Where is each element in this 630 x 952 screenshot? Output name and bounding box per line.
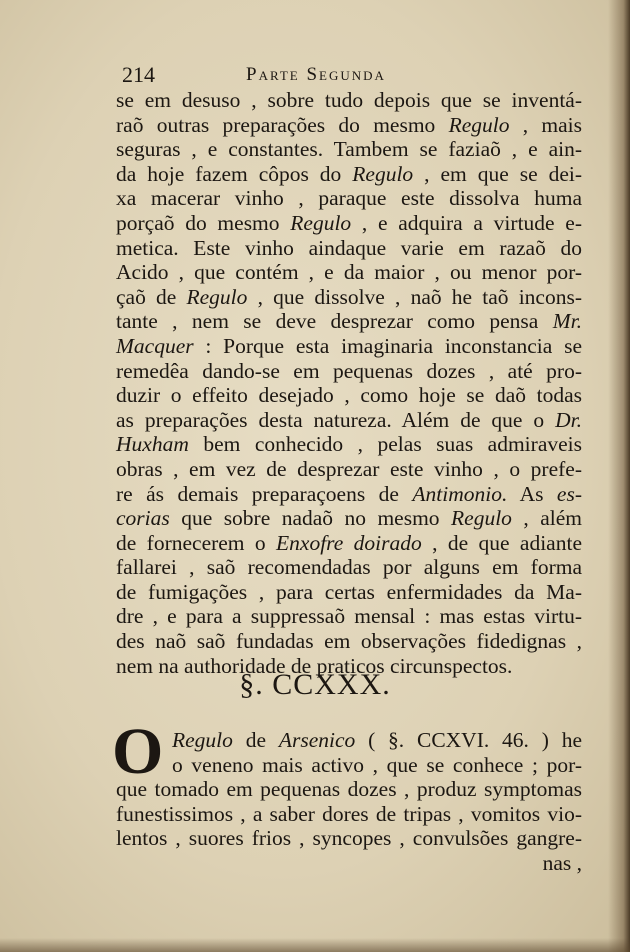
text-line	[116, 186, 582, 211]
page-bottom-shadow	[0, 938, 630, 952]
text-run: As	[507, 481, 557, 506]
text-line	[116, 113, 582, 138]
text-run: que sobre nadaõ no mesmo	[169, 506, 452, 531]
text-run: nas ,	[542, 850, 582, 875]
italic-text: Macquer	[116, 333, 194, 358]
text-line	[116, 580, 582, 605]
section-title: §. CCXXX.	[239, 668, 391, 701]
text-run: , que dissolve , naõ he taõ incons-	[247, 284, 582, 309]
text-run: tante , nem se deve desprezar como pensa	[116, 309, 553, 334]
italic-text: Regulo	[186, 284, 248, 309]
text-line	[116, 629, 582, 654]
text-run: , em que se dei-	[413, 161, 582, 186]
text-run: dre , e para a suppressaõ mensal : mas estas virtu-	[116, 604, 582, 629]
text-run: des naõ saõ fundadas em observações fidedignas ,	[116, 629, 582, 654]
text-run: bem conhecido , pelas suas admiraveis	[188, 432, 582, 457]
italic-text: Huxham	[116, 432, 189, 457]
text-run: nem na authoridade de praticos circunspectos.	[116, 653, 513, 678]
text-run: , e adquira a virtude e-	[351, 210, 583, 235]
text-line	[116, 506, 582, 531]
text-line	[116, 555, 582, 580]
text-run: o veneno mais activo , que se conhece ; por-	[172, 752, 582, 777]
italic-text: Regulo	[448, 112, 510, 137]
text-run: ( §. CCXVI. 46. ) he	[355, 728, 582, 752]
drop-cap: O	[112, 715, 164, 788]
italic-text: Enxofre doirado	[276, 530, 422, 555]
text-run: as preparações desta natureza. Além de que o	[116, 407, 556, 432]
text-line	[116, 531, 582, 556]
text-line	[116, 482, 582, 507]
text-run: xa macerar vinho , paraque este dissolva huma	[116, 186, 582, 211]
text-run: çaõ de	[116, 284, 187, 309]
text-line	[116, 826, 582, 851]
text-line	[116, 432, 582, 457]
text-run: de fornecerem o	[116, 530, 277, 555]
text-line	[116, 236, 582, 261]
text-line	[116, 359, 582, 384]
text-run: de fumigações , para certas enfermidades da Ma-	[116, 579, 582, 604]
text-run: , mais	[509, 112, 582, 137]
text-run: re ás demais preparaçoens de	[116, 481, 413, 506]
text-line	[116, 162, 582, 187]
text-line	[116, 260, 582, 285]
page-header	[122, 62, 582, 90]
text-line	[116, 851, 582, 876]
text-run: duzir o effeito desejado , como hoje se daõ todas	[116, 383, 582, 408]
text-run: se em desuso , sobre tudo depois que se inventá-	[116, 88, 582, 112]
text-line	[116, 383, 582, 408]
text-run: fallarei , saõ recomendadas por alguns em forma	[116, 555, 582, 580]
text-line	[116, 728, 582, 753]
italic-text: es-	[556, 481, 582, 506]
text-run: obras , em vez de desprezar este vinho , o prefe-	[116, 456, 582, 481]
text-line	[116, 309, 582, 334]
text-line	[116, 334, 582, 359]
text-run: porçaõ do mesmo	[116, 210, 291, 235]
text-line	[116, 137, 582, 162]
text-run: remedêa dando-se em pequenas dozes , até pro-	[116, 358, 582, 383]
text-line	[116, 604, 582, 629]
text-line	[116, 777, 582, 802]
text-line	[116, 753, 582, 778]
running-head: Parte Segunda	[246, 64, 386, 85]
text-line	[116, 802, 582, 827]
paragraph-1	[116, 88, 582, 678]
text-line	[116, 88, 582, 113]
text-run: raõ outras preparações do mesmo	[116, 112, 449, 137]
text-run: , além	[511, 506, 582, 531]
italic-text: Regulo	[352, 161, 414, 186]
page-number: 214	[122, 62, 155, 87]
text-run: que tomado em pequenas dozes , produz symptomas	[116, 777, 582, 802]
italic-text: Mr.	[552, 309, 582, 334]
italic-text: Dr.	[555, 407, 582, 432]
text-run: Acido , que contém , e da maior , ou menor por-	[116, 260, 582, 285]
italic-text: Regulo	[172, 728, 233, 752]
page-edge-shadow	[608, 0, 630, 952]
text-run: funestissimos , a saber dores de tripas , vomitos vio-	[116, 801, 582, 826]
text-run: lentos , suores frios , syncopes , convulsões gangre-	[116, 826, 582, 851]
text-run: de	[232, 728, 279, 752]
italic-text: Regulo	[290, 210, 352, 235]
italic-text: Arsenico	[278, 728, 356, 752]
italic-text: Regulo	[451, 506, 512, 531]
text-run: seguras , e constantes. Tambem se faziaõ , e ain-	[116, 137, 582, 162]
text-run: : Porque esta imaginaria inconstancia se	[193, 333, 582, 358]
text-line	[116, 285, 582, 310]
text-line	[116, 457, 582, 482]
text-line	[116, 408, 582, 433]
text-run: , de que adiante	[421, 530, 582, 555]
italic-text: Antimonio.	[412, 481, 508, 506]
italic-text: corias	[116, 506, 170, 531]
text-run: metica. Este vinho aindaque varie em razaõ do	[116, 235, 582, 260]
paragraph-2	[116, 728, 582, 876]
text-line	[116, 211, 582, 236]
text-run: da hoje fazem côpos do	[116, 161, 353, 186]
